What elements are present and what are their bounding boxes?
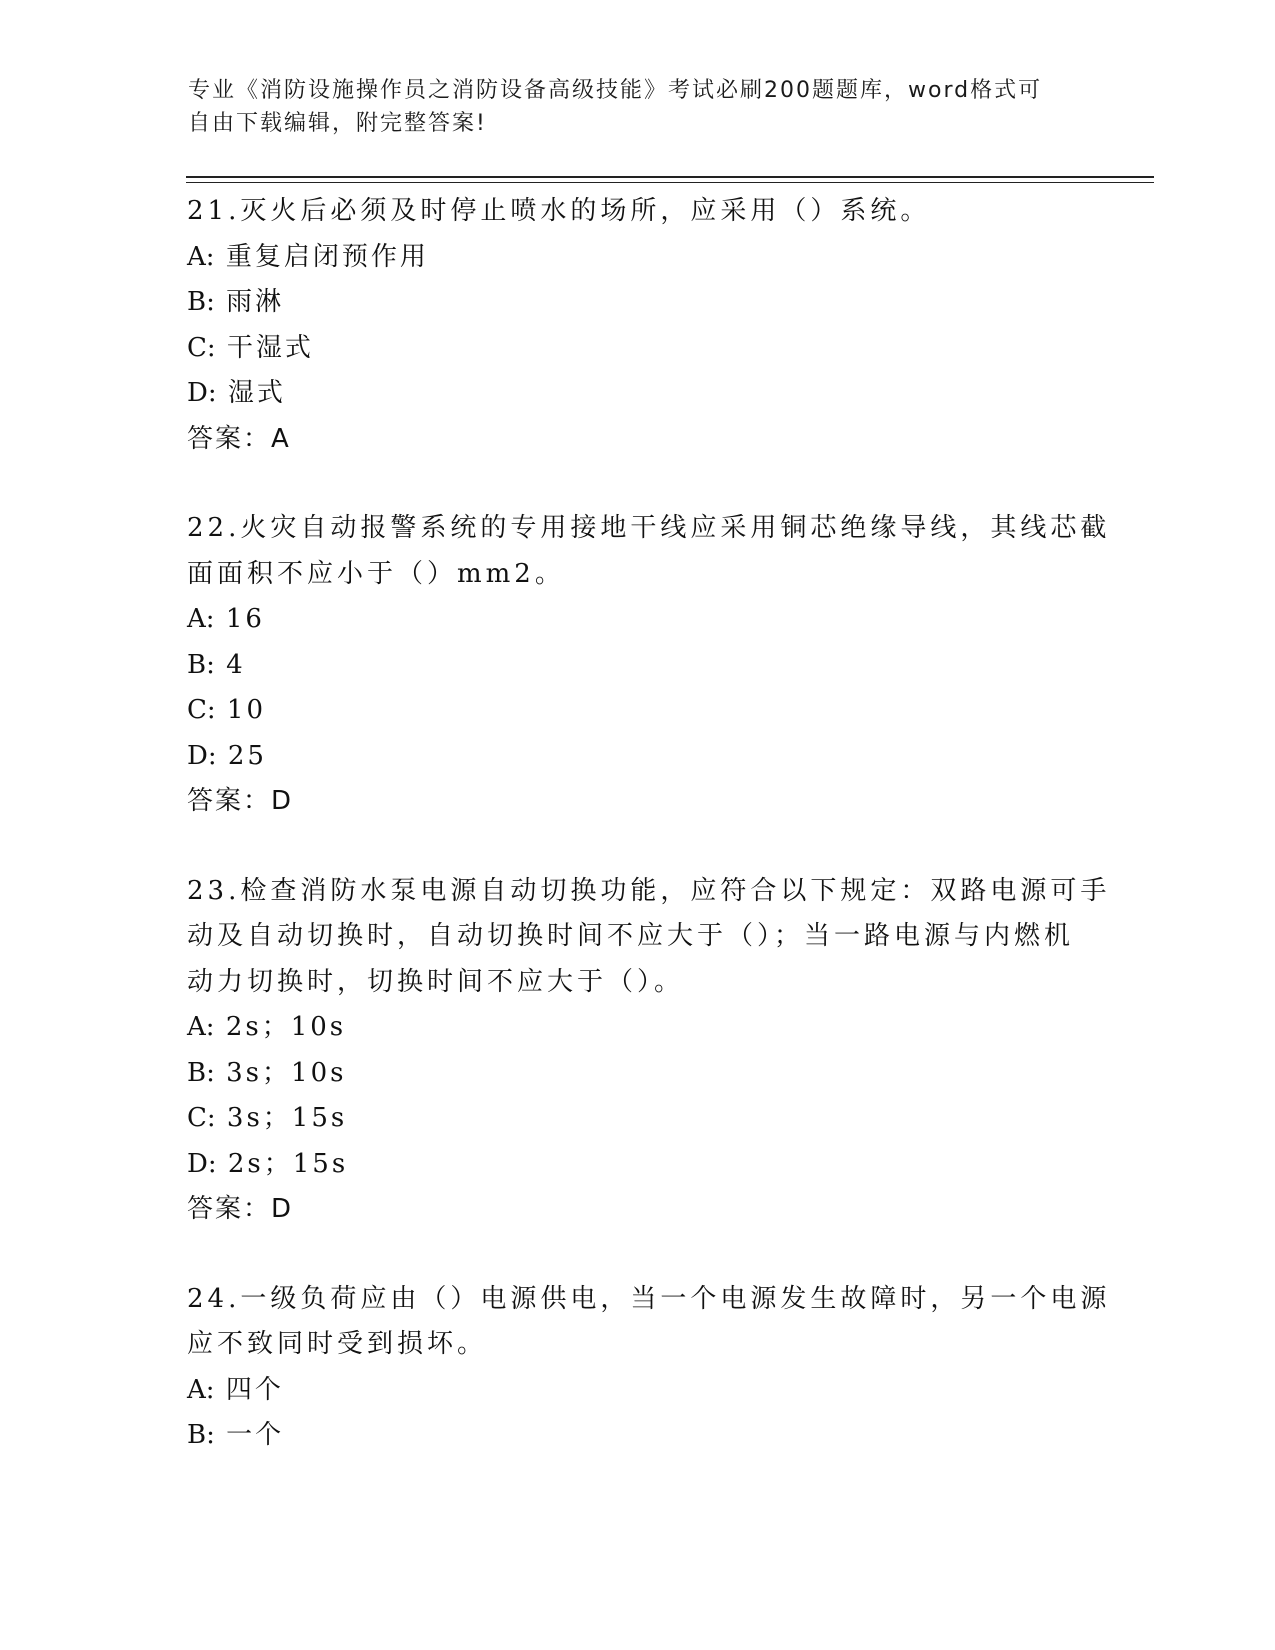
option-letter: B: — [187, 287, 215, 317]
option-text: 2s；15s — [227, 1148, 349, 1179]
option-a — [187, 235, 1087, 281]
option-letter: D: — [187, 740, 217, 771]
option-text: 一个 — [226, 1420, 285, 1450]
option-text: 25 — [227, 740, 267, 771]
answer-line: 答案：D — [187, 1194, 294, 1224]
option-text: 重复启闭预作用 — [225, 241, 429, 272]
option-c — [187, 688, 1087, 734]
option-letter: A: — [187, 1374, 215, 1405]
option-a — [187, 1368, 1087, 1414]
option-letter: A: — [187, 1012, 215, 1042]
option-b — [187, 1051, 1087, 1097]
option-text: 10 — [226, 695, 267, 725]
option-letter: B: — [187, 1057, 215, 1088]
option-a — [187, 597, 1087, 643]
option-a — [187, 1005, 1087, 1051]
option-letter: A: — [187, 604, 215, 634]
option-d — [187, 1142, 1087, 1188]
question-stem — [187, 869, 1111, 1006]
option-b — [187, 280, 1087, 326]
answer-line: 答案：A — [187, 423, 291, 454]
option-letter: D: — [187, 378, 217, 408]
option-d — [187, 734, 1087, 780]
option-text: 四个 — [225, 1374, 284, 1405]
question-23 — [187, 869, 1111, 1233]
document-header — [188, 74, 1088, 140]
question-22 — [187, 506, 1111, 825]
option-text: 湿式 — [227, 378, 286, 408]
option-letter: C: — [187, 695, 216, 725]
question-21 — [187, 189, 1087, 462]
option-text: 4 — [226, 649, 246, 680]
question-stem — [187, 189, 1087, 235]
question-stem-line: 23.检查消防水泵电源自动切换功能，应符合以下规定：双路电源可手 — [187, 875, 1111, 906]
option-letter: D: — [187, 1148, 217, 1179]
option-text: 3s；15s — [226, 1103, 348, 1133]
header-divider-thin — [186, 182, 1154, 183]
question-stem-line: 应不致同时受到损坏。 — [187, 1329, 488, 1359]
question-stem — [187, 506, 1111, 597]
question-stem-line: 24.一级负荷应由（）电源供电，当一个电源发生故障时，另一个电源 — [187, 1283, 1111, 1314]
option-letter: B: — [187, 649, 215, 680]
option-text: 3s；10s — [226, 1057, 347, 1088]
option-letter: C: — [187, 332, 216, 363]
option-letter: A: — [187, 241, 215, 272]
question-stem-line: 面面积不应小于（）mm2。 — [187, 558, 565, 589]
option-c — [187, 326, 1087, 372]
question-24 — [187, 1277, 1111, 1459]
question-stem-line: 21.灭火后必须及时停止喷水的场所，应采用（）系统。 — [187, 196, 931, 226]
question-stem — [187, 1277, 1111, 1368]
option-text: 雨淋 — [226, 287, 285, 317]
option-letter: B: — [187, 1420, 215, 1450]
question-stem-line: 动力切换时，切换时间不应大于（）。 — [187, 966, 685, 997]
header-divider-thick — [186, 176, 1154, 178]
option-letter: C: — [187, 1103, 216, 1133]
answer-line: 答案：D — [187, 786, 294, 816]
option-text: 2s；10s — [225, 1012, 347, 1042]
question-list — [187, 189, 1111, 1503]
question-stem-line: 动及自动切换时，自动切换时间不应大于（）；当一路电源与内燃机 — [187, 921, 1075, 951]
option-b — [187, 643, 1087, 689]
option-c — [187, 1096, 1087, 1142]
option-text: 干湿式 — [226, 332, 314, 363]
option-d — [187, 371, 1087, 417]
header-line-1: 专业《消防设施操作员之消防设备高级技能》考试必刷200题题库，word格式可 — [188, 78, 1043, 103]
option-b — [187, 1413, 1087, 1459]
question-stem-line: 22.火灾自动报警系统的专用接地干线应采用铜芯绝缘导线，其线芯截 — [187, 513, 1111, 543]
option-text: 16 — [225, 604, 265, 634]
header-line-2: 自由下载编辑，附完整答案! — [188, 111, 487, 136]
